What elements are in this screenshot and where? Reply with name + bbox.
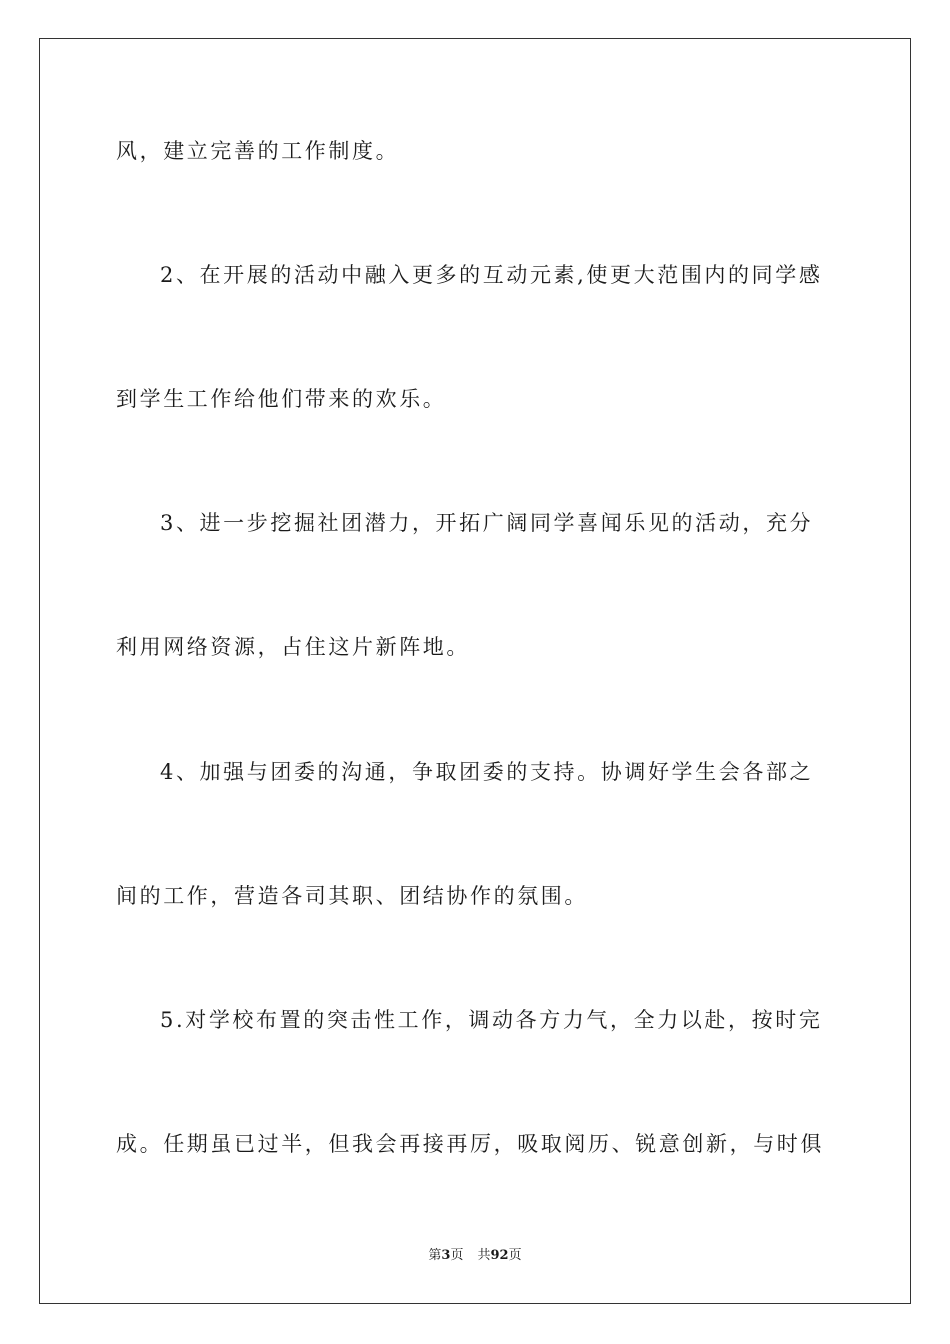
paragraph-line-2: 2、在开展的活动中融入更多的互动元素,使更大范围内的同学感 — [160, 263, 823, 287]
paragraph-line-8: 5.对学校布置的突击性工作，调动各方力气，全力以赴，按时完 — [160, 1008, 823, 1032]
footer-total-pages: 92 — [490, 1248, 509, 1263]
paragraph-line-9: 成。任期虽已过半，但我会再接再厉，吸取阅历、锐意创新，与时俱 — [116, 1132, 824, 1156]
footer-total-prefix: 共 — [477, 1248, 491, 1263]
paragraph-line-6: 4、加强与团委的沟通，争取团委的支持。协调好学生会各部之 — [160, 760, 814, 784]
page-footer — [0, 1247, 950, 1265]
paragraph-line-3: 到学生工作给他们带来的欢乐。 — [116, 387, 447, 411]
paragraph-line-4: 3、进一步挖掘社团潜力，开拓广阔同学喜闻乐见的活动，充分 — [160, 511, 814, 535]
paragraph-line-5: 利用网络资源，占住这片新阵地。 — [116, 635, 470, 659]
paragraph-line-7: 间的工作，营造各司其职、团结协作的氛围。 — [116, 884, 588, 908]
page-border — [39, 38, 911, 1304]
footer-page-number: 3 — [441, 1248, 451, 1263]
footer-page-suffix: 页 — [450, 1248, 464, 1263]
paragraph-line-1: 风，建立完善的工作制度。 — [116, 139, 400, 163]
footer-page-prefix: 第 — [428, 1248, 442, 1263]
footer-total-suffix: 页 — [508, 1248, 522, 1263]
